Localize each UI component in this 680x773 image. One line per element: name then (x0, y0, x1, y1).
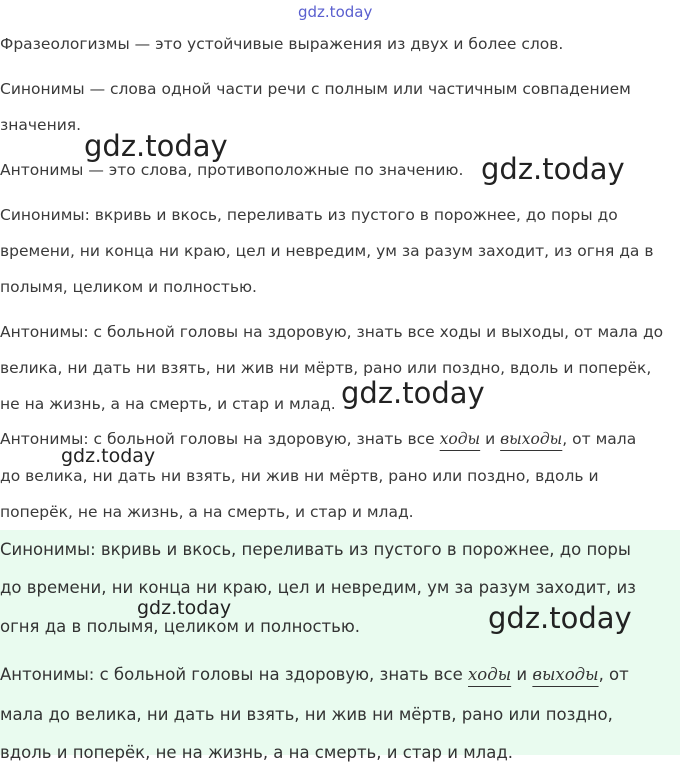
watermark: gdz.today (341, 376, 485, 410)
antonyms-list-line: до велика, ни дать ни взять, ни жив ни мёртв, рано или поздно, вдоль и (0, 467, 599, 485)
phraseologism-definition: Фразеологизмы — это устойчивые выражения из двух и более слов. (0, 35, 564, 53)
word-hody: ходы (468, 665, 512, 684)
antonyms-list-line: Антонимы: с больной головы на здоровую, знать все ходы и выходы, от мала до (0, 323, 664, 341)
watermark: gdz.today (298, 3, 373, 21)
synonyms-list-line: полымя, целиком и полностью. (0, 278, 257, 296)
antonyms-prefix: Антонимы: с больной головы на здоровую, знать все (0, 430, 435, 448)
antonyms-definition: Антонимы — это слова, противоположные по значению. (0, 161, 464, 179)
synonyms-list-line: Синонимы: вкривь и вкось, переливать из пустого в порожнее, до поры до (0, 206, 618, 224)
word-vyhody: выходы (500, 430, 563, 448)
watermark: gdz.today (61, 445, 156, 467)
watermark: gdz.today (488, 601, 632, 635)
antonyms-list-line: велика, ни дать ни взять, ни жив ни мёртв, рано или поздно, вдоль и поперёк, (0, 359, 652, 377)
synonyms-list-line: Синонимы: вкривь и вкось, переливать из пустого в порожнее, до поры (0, 540, 631, 559)
synonyms-definition-cont: значения. (0, 116, 82, 134)
watermark: gdz.today (137, 597, 232, 619)
antonyms-suffix: , от мала (562, 430, 637, 448)
watermark: gdz.today (84, 129, 228, 163)
antonyms-list-line: вдоль и поперёк, не на жизнь, а на смерть, и стар и млад. (0, 743, 513, 762)
antonyms-list-line: мала до велика, ни дать ни взять, ни жив ни мёртв, рано или поздно, (0, 705, 613, 724)
antonyms-handwritten-line (0, 656, 629, 695)
antonyms-suffix: , от (598, 665, 629, 684)
word-hody: ходы (439, 430, 481, 448)
antonyms-list-line: не на жизнь, а на смерть, и стар и млад. (0, 395, 336, 413)
watermark: gdz.today (481, 152, 625, 186)
antonyms-list-line: поперёк, не на жизнь, а на смерть, и стар и млад. (0, 503, 414, 521)
antonyms-prefix: Антонимы: с больной головы на здоровую, знать все (0, 665, 463, 684)
synonyms-list-line: огня да в полымя, целиком и полностью. (0, 617, 361, 636)
synonyms-definition: Синонимы — слова одной части речи с полным или частичным совпадением (0, 80, 631, 98)
conjunction: и (516, 665, 528, 684)
word-vyhody: выходы (532, 665, 599, 684)
conjunction: и (485, 430, 496, 448)
synonyms-list-line: до времени, ни конца ни краю, цел и невредим, ум за разум заходит, из (0, 578, 636, 597)
synonyms-list-line: времени, ни конца ни краю, цел и невредим, ум за разум заходит, из огня да в (0, 242, 654, 260)
